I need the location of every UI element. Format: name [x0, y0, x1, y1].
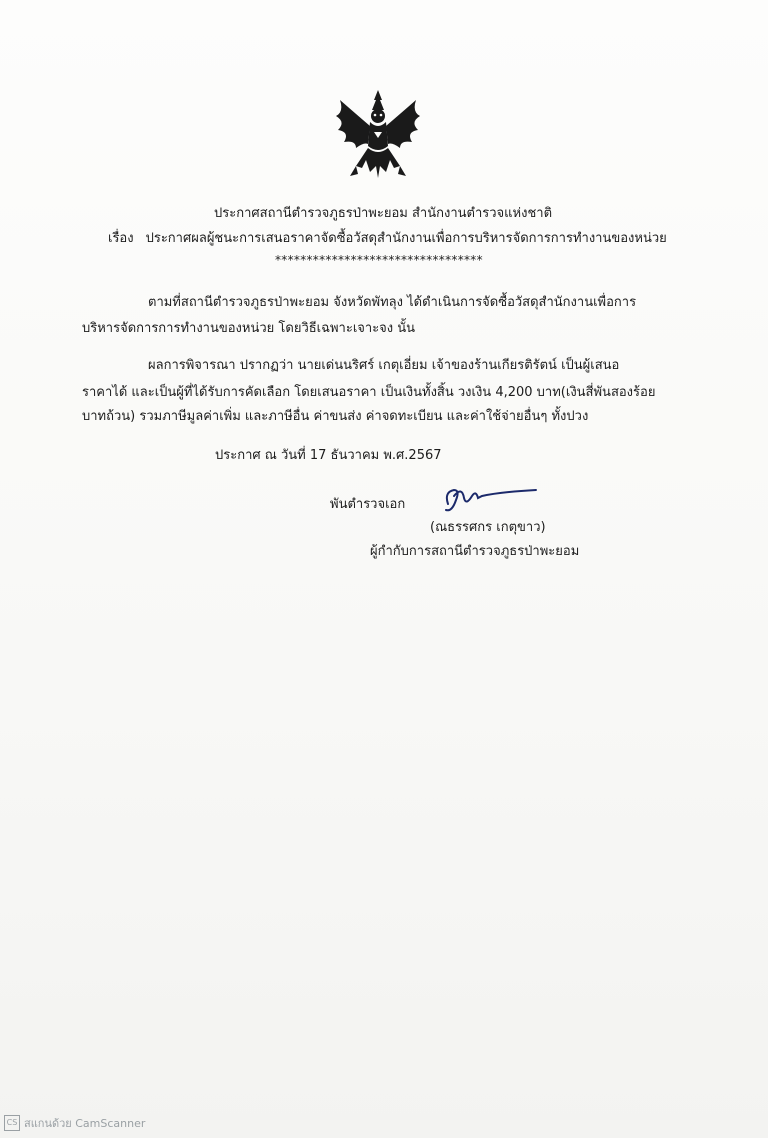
paragraph-1-line-1: ตามที่สถานีตำรวจภูธรป่าพะยอม จังหวัดพัทลุง ได้ดำเนินการจัดซื้อวัสดุสำนักงานเพื่อการ — [148, 295, 637, 310]
signer-rank: พันตำรวจเอก — [330, 497, 406, 512]
organization-title: ประกาศสถานีตำรวจภูธรป่าพะยอม สำนักงานตำรวจแห่งชาติ — [214, 206, 553, 221]
signer-name: (ณธรรศกร เกตุขาว) — [430, 520, 546, 535]
subject-label: เรื่อง — [108, 231, 134, 246]
scanner-watermark — [0, 1112, 220, 1134]
handwritten-signature — [440, 482, 540, 516]
garuda-emblem-icon — [326, 86, 430, 190]
paragraph-1-line-2: บริหารจัดการการทำงานของหน่วย โดยวิธีเฉพาะเจาะจง นั้น — [82, 321, 416, 336]
paragraph-2-line-1: ผลการพิจารณา ปรากฏว่า นายเด่นนริศร์ เกตุเอี่ยม เจ้าของร้านเกียรติรัตน์ เป็นผู้เสนอ — [148, 358, 620, 373]
scanner-text: สแกนด้วย CamScanner — [24, 1117, 146, 1130]
paragraph-2-line-2: ราคาได้ และเป็นผู้ที่ได้รับการคัดเลือก โดยเสนอราคา เป็นเงินทั้งสิ้น วงเงิน 4,200 บาท(เงินสี่พันสองร้อย — [82, 385, 656, 400]
signer-position: ผู้กำกับการสถานีตำรวจภูธรป่าพะยอม — [370, 544, 580, 559]
header-separator: ********************************* — [275, 253, 483, 267]
subject-text: ประกาศผลผู้ชนะการเสนอราคาจัดซื้อวัสดุสำนักงานเพื่อการบริหารจัดการการทำงานของหน่วย — [145, 231, 667, 246]
subject-line — [108, 230, 667, 248]
camscanner-logo-icon: CS — [4, 1115, 20, 1131]
announcement-date: ประกาศ ณ วันที่ 17 ธันวาคม พ.ศ.2567 — [215, 448, 442, 463]
paragraph-2-line-3: บาทถ้วน) รวมภาษีมูลค่าเพิ่ม และภาษีอื่น ค่าขนส่ง ค่าจดทะเบียน และค่าใช้จ่ายอื่นๆ ทั้งปวง — [82, 409, 589, 424]
